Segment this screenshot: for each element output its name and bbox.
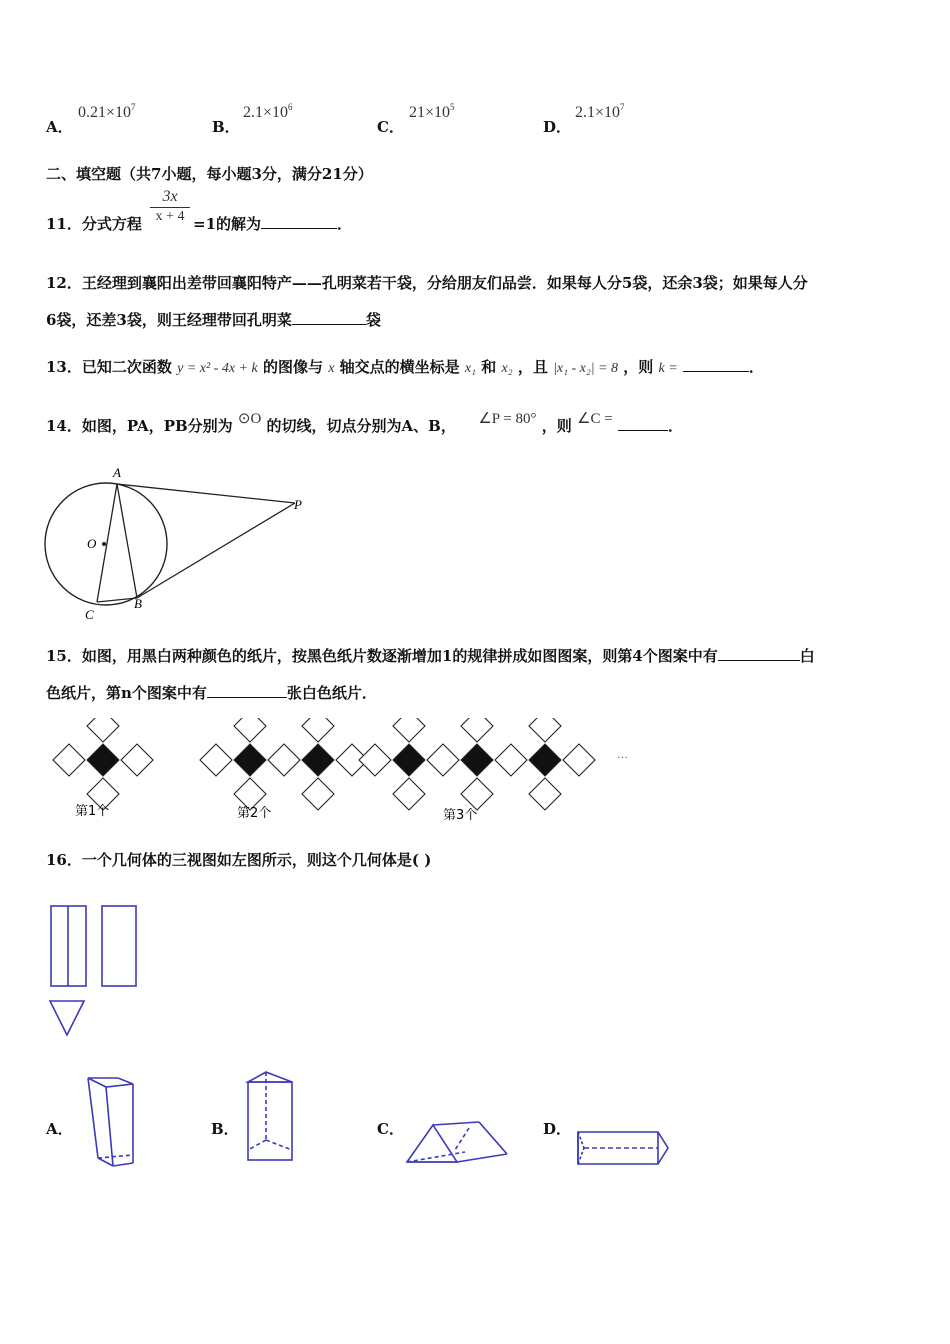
white-tile — [359, 744, 391, 776]
white-tile — [461, 718, 493, 742]
q12-line1: 12．王经理到襄阳出差带回襄阳特产——孔明菜若干袋，分给朋友们品尝．如果每人分5袋，还余3袋；如果每人分 — [46, 274, 808, 292]
white-tile — [393, 718, 425, 742]
tangent-figure — [40, 462, 320, 624]
q12-answer-blank[interactable] — [292, 310, 366, 325]
q11-suffix: =1的解为 ． — [193, 215, 353, 233]
option-c-value: $21\times 10^5$ — [409, 102, 455, 121]
q15-answer-blank-1[interactable] — [718, 646, 800, 661]
option-a-label: A． — [46, 118, 73, 136]
q16-option-d-label: D． — [543, 1120, 572, 1138]
white-tile — [461, 778, 493, 810]
white-tile — [268, 744, 300, 776]
q16-option-b-label: B． — [211, 1120, 239, 1138]
white-tile — [563, 744, 595, 776]
option-a-prism — [80, 1070, 140, 1172]
label-c: C — [85, 607, 94, 622]
black-tile — [393, 744, 425, 776]
white-tile — [529, 778, 561, 810]
option-a-value: $0.21\times 10^7$ — [78, 102, 136, 121]
white-tile — [393, 778, 425, 810]
q14-angle-p: ∠P = 80° — [478, 411, 537, 427]
black-tile — [302, 744, 334, 776]
black-tile — [234, 744, 266, 776]
q13-x2: x₂ — [501, 361, 513, 376]
option-c-label: C． — [377, 118, 404, 136]
q14-circle-o: ⊙O — [237, 411, 262, 427]
q14-line: 14．如图，PA，PB分别为 ⊙O 的切线，切点分别为A、B， ∠P = 80° ，则 ∠C = ． — [46, 411, 683, 435]
option-b-label: B． — [212, 118, 240, 136]
pattern-ellipsis: … — [617, 749, 628, 761]
side-view — [102, 906, 136, 986]
q16-option-c-label: C． — [377, 1120, 404, 1138]
q16-option-a-label: A． — [46, 1120, 73, 1138]
option-b-prism — [242, 1068, 300, 1168]
black-tile — [529, 744, 561, 776]
label-o: O — [87, 536, 97, 551]
option-d-value: $2.1\times 10^7$ — [575, 102, 625, 121]
option-c-prism — [403, 1110, 511, 1170]
q15-line1: 15．如图，用黑白两种颜色的纸片，按黑色纸片数逐渐增加1的规律拼成如图图案，则第4个图案中有 白 — [46, 647, 815, 665]
q11-fraction-bar — [150, 207, 190, 208]
q13-x1: x₁ — [464, 361, 476, 376]
pattern-shapes — [53, 718, 595, 810]
white-tile — [302, 718, 334, 742]
pattern-caption-3: 第3个 — [443, 808, 478, 823]
label-p: P — [294, 497, 302, 512]
q13-abs-diff: |x₁ - x₂| = 8 — [553, 361, 619, 376]
label-a: A — [113, 465, 121, 480]
white-tile — [234, 718, 266, 742]
q13-line: 13．已知二次函数 y = x² - 4x + k 的图像与 x 轴交点的横坐标是 x₁ 和 x₂ ，且 |x₁ - x₂| = 8 ，则 k = ． — [46, 358, 764, 376]
pattern-caption-2: 第2个 — [237, 806, 272, 821]
white-tile — [200, 744, 232, 776]
white-tile — [495, 744, 527, 776]
white-tile — [427, 744, 459, 776]
chord-ab — [117, 484, 137, 598]
section-heading: 二、填空题（共7小题，每小题3分，满分21分） — [46, 165, 373, 183]
white-tile — [53, 744, 85, 776]
tangent-pa — [117, 484, 295, 503]
white-tile — [121, 744, 153, 776]
black-tile — [461, 744, 493, 776]
q11-numerator: 3x — [162, 188, 178, 205]
center-point — [102, 542, 106, 546]
pattern-figure — [45, 718, 645, 828]
top-view-triangle — [50, 1001, 84, 1035]
option-d-prism — [572, 1128, 674, 1170]
chord-ac — [97, 484, 117, 602]
white-tile — [529, 718, 561, 742]
white-tile — [302, 778, 334, 810]
q13-function: y = x² - 4x + k — [177, 361, 258, 376]
q12-line2: 6袋，还差3袋，则王经理带回孔明菜 袋 — [46, 311, 381, 329]
q14-answer-blank[interactable] — [618, 416, 668, 431]
q11-answer-blank[interactable] — [261, 214, 337, 229]
three-view-drawing — [44, 900, 144, 1042]
pattern-caption-1: 第1个 — [75, 804, 110, 819]
black-tile — [87, 744, 119, 776]
label-b: B — [134, 596, 142, 611]
q13-k: k = — [658, 361, 678, 376]
q11-fraction — [150, 188, 190, 225]
q15-line2: 色纸片，第n个图案中有 张白色纸片． — [46, 684, 377, 702]
q14-angle-c: ∠C = — [577, 411, 613, 427]
option-d-label: D． — [543, 118, 572, 136]
option-b-value: $2.1\times 10^6$ — [243, 102, 293, 121]
q11-denominator: x + 4 — [155, 209, 185, 224]
q13-xvar: x — [328, 361, 335, 376]
q15-answer-blank-2[interactable] — [207, 683, 287, 698]
q13-answer-blank[interactable] — [683, 357, 749, 372]
white-tile — [87, 718, 119, 742]
q16-text: 16．一个几何体的三视图如左图所示，则这个几何体是( ) — [46, 851, 432, 869]
q11-prefix: 11．分式方程 — [46, 215, 142, 233]
